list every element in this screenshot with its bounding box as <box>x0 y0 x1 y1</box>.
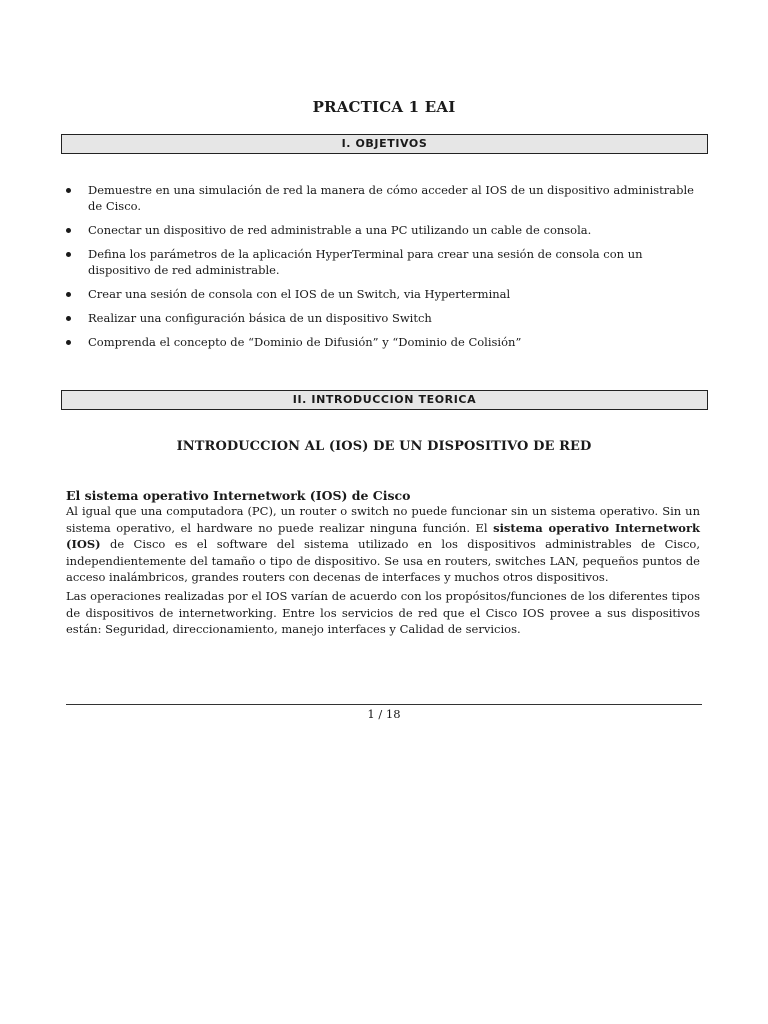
paragraph-ios-definition <box>66 503 700 586</box>
bullet-icon <box>66 340 71 345</box>
bullet-icon <box>66 316 71 321</box>
list-item <box>66 310 706 326</box>
objective-text: Crear una sesión de consola con el IOS de un Switch, via Hyperterminal <box>88 287 511 301</box>
list-item <box>66 286 706 302</box>
paragraph-text: de Cisco es el software del sistema utilizado en los dispositivos administrables de Cisco, independientemente del tamaño o tipo de dispositivo. Se usa en routers, switches LAN, pequeños puntos de acceso inalámbricos, grandes routers con decenas de interfaces y muchos otros dispositivos. <box>66 537 700 584</box>
objective-text: Realizar una configuración básica de un dispositivo Switch <box>88 311 432 325</box>
bullet-icon <box>66 292 71 297</box>
list-item <box>66 182 706 214</box>
objective-text: Conectar un dispositivo de red administrable a una PC utilizando un cable de consola. <box>88 223 592 237</box>
objectives-list <box>66 182 706 358</box>
document-title: PRACTICA 1 EAI <box>312 98 456 116</box>
objective-text: Defina los parámetros de la aplicación HyperTerminal para crear una sesión de consola con un dispositivo de red administrable. <box>88 247 643 277</box>
footer-divider <box>66 704 702 705</box>
section-header-objetivos: I. OBJETIVOS <box>61 134 708 154</box>
paragraph-ios-operations: Las operaciones realizadas por el IOS varían de acuerdo con los propósitos/funciones de los diferentes tipos de dispositivos de internetworking. Entre los servicios de red que el Cisco IOS provee a sus dispositivos están: Seguridad, direccionamiento, manejo interfaces y Calidad de servicios. <box>66 589 700 636</box>
list-item <box>66 246 706 278</box>
bullet-icon <box>66 188 71 193</box>
objective-text: Comprenda el concepto de “Dominio de Difusión” y “Dominio de Colisión” <box>88 335 522 349</box>
bullet-icon <box>66 228 71 233</box>
paragraph-text: Al igual que una computadora (PC), un router o switch no puede funcionar sin un sistema operativo. Sin un sistema operativo, el hardware no puede realizar ninguna función. El <box>66 504 700 535</box>
page-number: 1 / 18 <box>367 707 401 721</box>
bullet-icon <box>66 252 71 257</box>
objective-text: Demuestre en una simulación de red la manera de cómo acceder al IOS de un dispositivo administrable de Cisco. <box>88 183 694 213</box>
paragraph-bold-term: sistema operativo Internetwork (IOS) <box>66 520 700 551</box>
section-header-introduccion: II. INTRODUCCION TEORICA <box>61 390 708 410</box>
paragraph-heading: El sistema operativo Internetwork (IOS) de Cisco <box>66 488 411 503</box>
list-item <box>66 334 706 350</box>
list-item <box>66 222 706 238</box>
intro-title: INTRODUCCION AL (IOS) DE UN DISPOSITIVO DE RED <box>176 439 592 454</box>
